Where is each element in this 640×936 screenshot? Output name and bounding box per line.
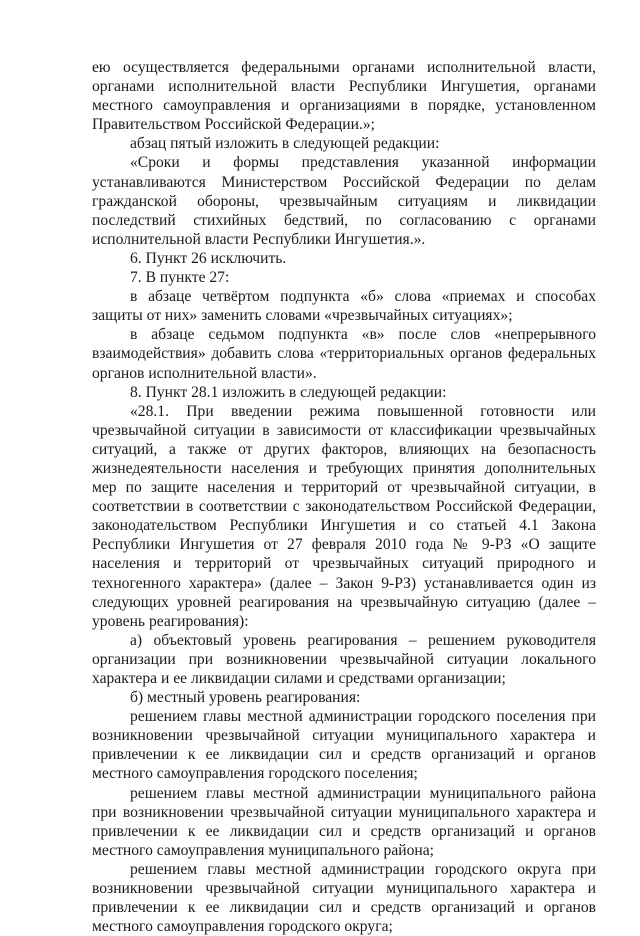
paragraph-10: а) объектовый уровень реагирования – решением руководителя организации при возникновении чрезвычайной ситуации локального характера и ее ликвидации силами и средствами организации; xyxy=(92,631,596,687)
document-page xyxy=(92,58,596,936)
paragraph-5: 7. В пункте 27: xyxy=(130,269,230,287)
paragraph-6: в абзаце четвёртом подпункта «б» слова «приемах и способах защиты от них» заменить словами «чрезвычайных ситуациях»; xyxy=(92,288,596,325)
paragraph-2: абзац пятый изложить в следующей редакции: xyxy=(130,135,440,153)
paragraph-12: решением главы местной администрации городского поселения при возникновении чрезвычайной ситуации муниципального характера и привлечении к ее ликвидации сил и средств организаций и органов местного самоуправления городского поселения; xyxy=(92,708,596,783)
paragraph-9: «28.1. При введении режима повышенной готовности или чрезвычайной ситуации в зависимости от классификации чрезвычайных ситуаций, а также от других факторов, влияющих на безопасность жизнедеятельности населения и требующих принятия дополнительных мер по защите населения и территорий от чрезвычайной ситуации, в соответствии в соответствии с законодательством Российской Федерации, законодательством Республики Ингушетия и со статьей 4.1 Закона Республики Ингушетия от 27 февраля 2010 года № 9-РЗ «О защите населения и территорий от чрезвычайных ситуаций природного и техногенного характера» (далее – Закон 9-РЗ) устанавливается один из следующих уровней реагирования на чрезвычайную ситуацию (далее – уровень реагирования): xyxy=(92,402,596,630)
paragraph-13: решением главы местной администрации муниципального района при возникновении чрезвычайной ситуации муниципального характера и привлечении к ее ликвидации сил и средств организаций и органов местного самоуправления муниципального района; xyxy=(92,784,596,859)
paragraph-4: 6. Пункт 26 исключить. xyxy=(130,249,287,267)
paragraph-8: 8. Пункт 28.1 изложить в следующей редакции: xyxy=(130,383,447,401)
paragraph-7: в абзаце седьмом подпункта «в» после слов «непрерывного взаимодействия» добавить слова «территориальных органов федеральных органов исполнительной власти». xyxy=(92,326,596,382)
paragraph-11: б) местный уровень реагирования: xyxy=(130,689,361,707)
paragraph-1: ею осуществляется федеральными органами исполнительной власти, органами исполнительной власти Республики Ингушетия, органами местного самоуправления и организациями в порядке, установленном Правительством Российской Федерации.»; xyxy=(92,59,596,134)
paragraph-14: решением главы местной администрации городского округа при возникновении чрезвычайной ситуации муниципального характера и привлечении к ее ликвидации сил и средств организаций и органов местного самоуправления городского округа; xyxy=(92,860,596,936)
paragraph-3: «Сроки и формы представления указанной информации устанавливаются Министерством Российской Федерации по делам гражданской обороны, чрезвычайным ситуациям и ликвидации последствий стихийных бедствий, по согласованию с органами исполнительной власти Республики Ингушетия.». xyxy=(92,154,596,248)
